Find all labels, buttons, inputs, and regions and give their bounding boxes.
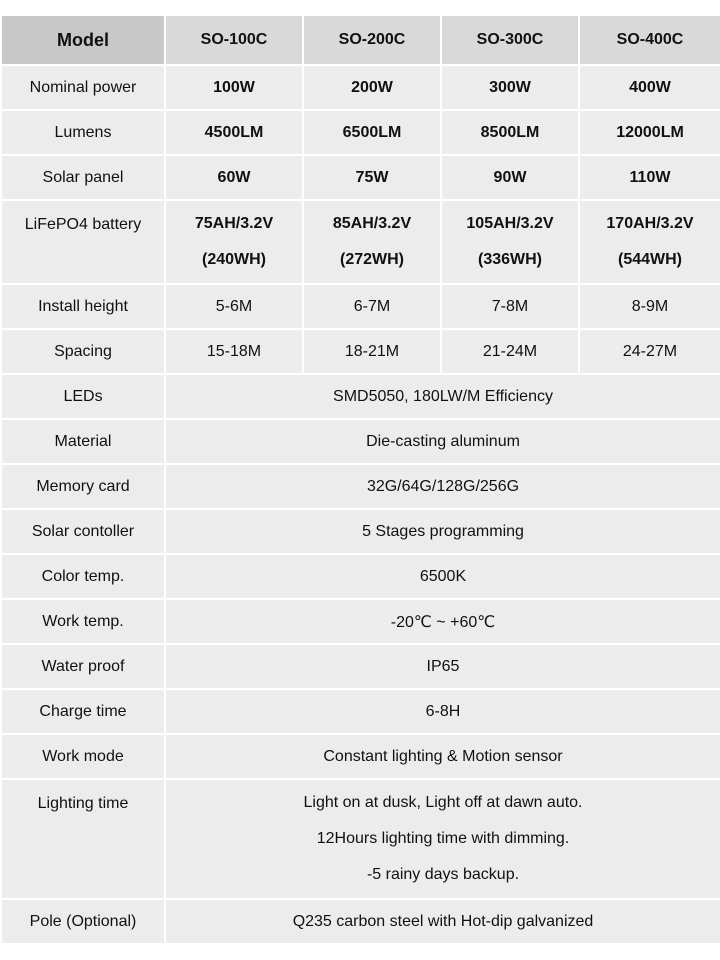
model-so-300c: SO-300C [442, 16, 578, 64]
row-solar-controller [2, 510, 720, 553]
row-label: Water proof [2, 645, 164, 688]
row-label: Work mode [2, 735, 164, 778]
cell-value: IP65 [166, 645, 720, 688]
cell-value: 6500LM [304, 111, 440, 154]
row-install-height [2, 285, 720, 328]
row-label: Install height [2, 285, 164, 328]
cell-value: 8-9M [580, 285, 720, 328]
row-label: Solar panel [2, 156, 164, 199]
row-label: Solar contoller [2, 510, 164, 553]
cell-value: SMD5050, 180LW/M Efficiency [166, 375, 720, 418]
row-lumens [2, 111, 720, 154]
cell-value: 24-27M [580, 330, 720, 373]
row-label: Charge time [2, 690, 164, 733]
row-solar-panel [2, 156, 720, 199]
cell-value: Q235 carbon steel with Hot-dip galvanized [166, 900, 720, 943]
cell-value: 75W [304, 156, 440, 199]
cell-value: 12000LM [580, 111, 720, 154]
cell-value: 8500LM [442, 111, 578, 154]
cell-value [166, 780, 720, 898]
battery-capacity: 170AH/3.2V [606, 215, 694, 232]
row-battery [2, 201, 720, 283]
row-label: Nominal power [2, 66, 164, 109]
row-label: Lumens [2, 111, 164, 154]
model-so-200c: SO-200C [304, 16, 440, 64]
cell-value: Die-casting aluminum [166, 420, 720, 463]
cell-value [304, 201, 440, 283]
cell-value: -20℃ ~ +60℃ [166, 600, 720, 643]
lighting-line: -5 rainy days backup. [366, 866, 520, 883]
battery-capacity: 75AH/3.2V [194, 215, 274, 232]
model-header: Model [2, 16, 164, 64]
row-nominal-power [2, 66, 720, 109]
header-row [2, 16, 720, 64]
cell-value: 110W [580, 156, 720, 199]
row-label: Color temp. [2, 555, 164, 598]
cell-value: 400W [580, 66, 720, 109]
row-label: Spacing [2, 330, 164, 373]
row-label: LEDs [2, 375, 164, 418]
cell-value [166, 201, 302, 283]
battery-energy: (272WH) [339, 251, 404, 268]
row-leds [2, 375, 720, 418]
cell-value: 21-24M [442, 330, 578, 373]
row-work-temp [2, 600, 720, 643]
cell-value: 300W [442, 66, 578, 109]
battery-capacity: 105AH/3.2V [466, 215, 554, 232]
row-memory-card [2, 465, 720, 508]
row-spacing [2, 330, 720, 373]
row-label: Memory card [2, 465, 164, 508]
row-label-text: Lighting time [37, 795, 129, 812]
row-label [2, 780, 164, 898]
row-water-proof [2, 645, 720, 688]
cell-value [580, 201, 720, 283]
battery-energy: (544WH) [617, 251, 682, 268]
cell-value: 4500LM [166, 111, 302, 154]
row-work-mode [2, 735, 720, 778]
spec-table [0, 14, 720, 945]
row-label-text: LiFePO4 battery [24, 216, 142, 233]
cell-value: 6-7M [304, 285, 440, 328]
model-so-100c: SO-100C [166, 16, 302, 64]
cell-value: Constant lighting & Motion sensor [166, 735, 720, 778]
row-label: Material [2, 420, 164, 463]
cell-value: 60W [166, 156, 302, 199]
cell-value: 200W [304, 66, 440, 109]
cell-value: 15-18M [166, 330, 302, 373]
cell-value: 5 Stages programming [166, 510, 720, 553]
cell-value: 6-8H [166, 690, 720, 733]
lighting-line: Light on at dusk, Light off at dawn auto. [303, 794, 583, 811]
row-label: Pole (Optional) [2, 900, 164, 943]
row-lighting-time [2, 780, 720, 898]
row-label: Work temp. [2, 600, 164, 643]
cell-value: 6500K [166, 555, 720, 598]
cell-value: 7-8M [442, 285, 578, 328]
row-charge-time [2, 690, 720, 733]
lighting-line: 12Hours lighting time with dimming. [316, 830, 570, 847]
cell-value: 5-6M [166, 285, 302, 328]
battery-capacity: 85AH/3.2V [332, 215, 412, 232]
row-label [2, 201, 164, 283]
row-color-temp [2, 555, 720, 598]
row-material [2, 420, 720, 463]
cell-value [442, 201, 578, 283]
battery-energy: (240WH) [201, 251, 266, 268]
cell-value: 32G/64G/128G/256G [166, 465, 720, 508]
battery-energy: (336WH) [477, 251, 542, 268]
cell-value: 90W [442, 156, 578, 199]
model-so-400c: SO-400C [580, 16, 720, 64]
row-pole [2, 900, 720, 943]
cell-value: 18-21M [304, 330, 440, 373]
cell-value: 100W [166, 66, 302, 109]
